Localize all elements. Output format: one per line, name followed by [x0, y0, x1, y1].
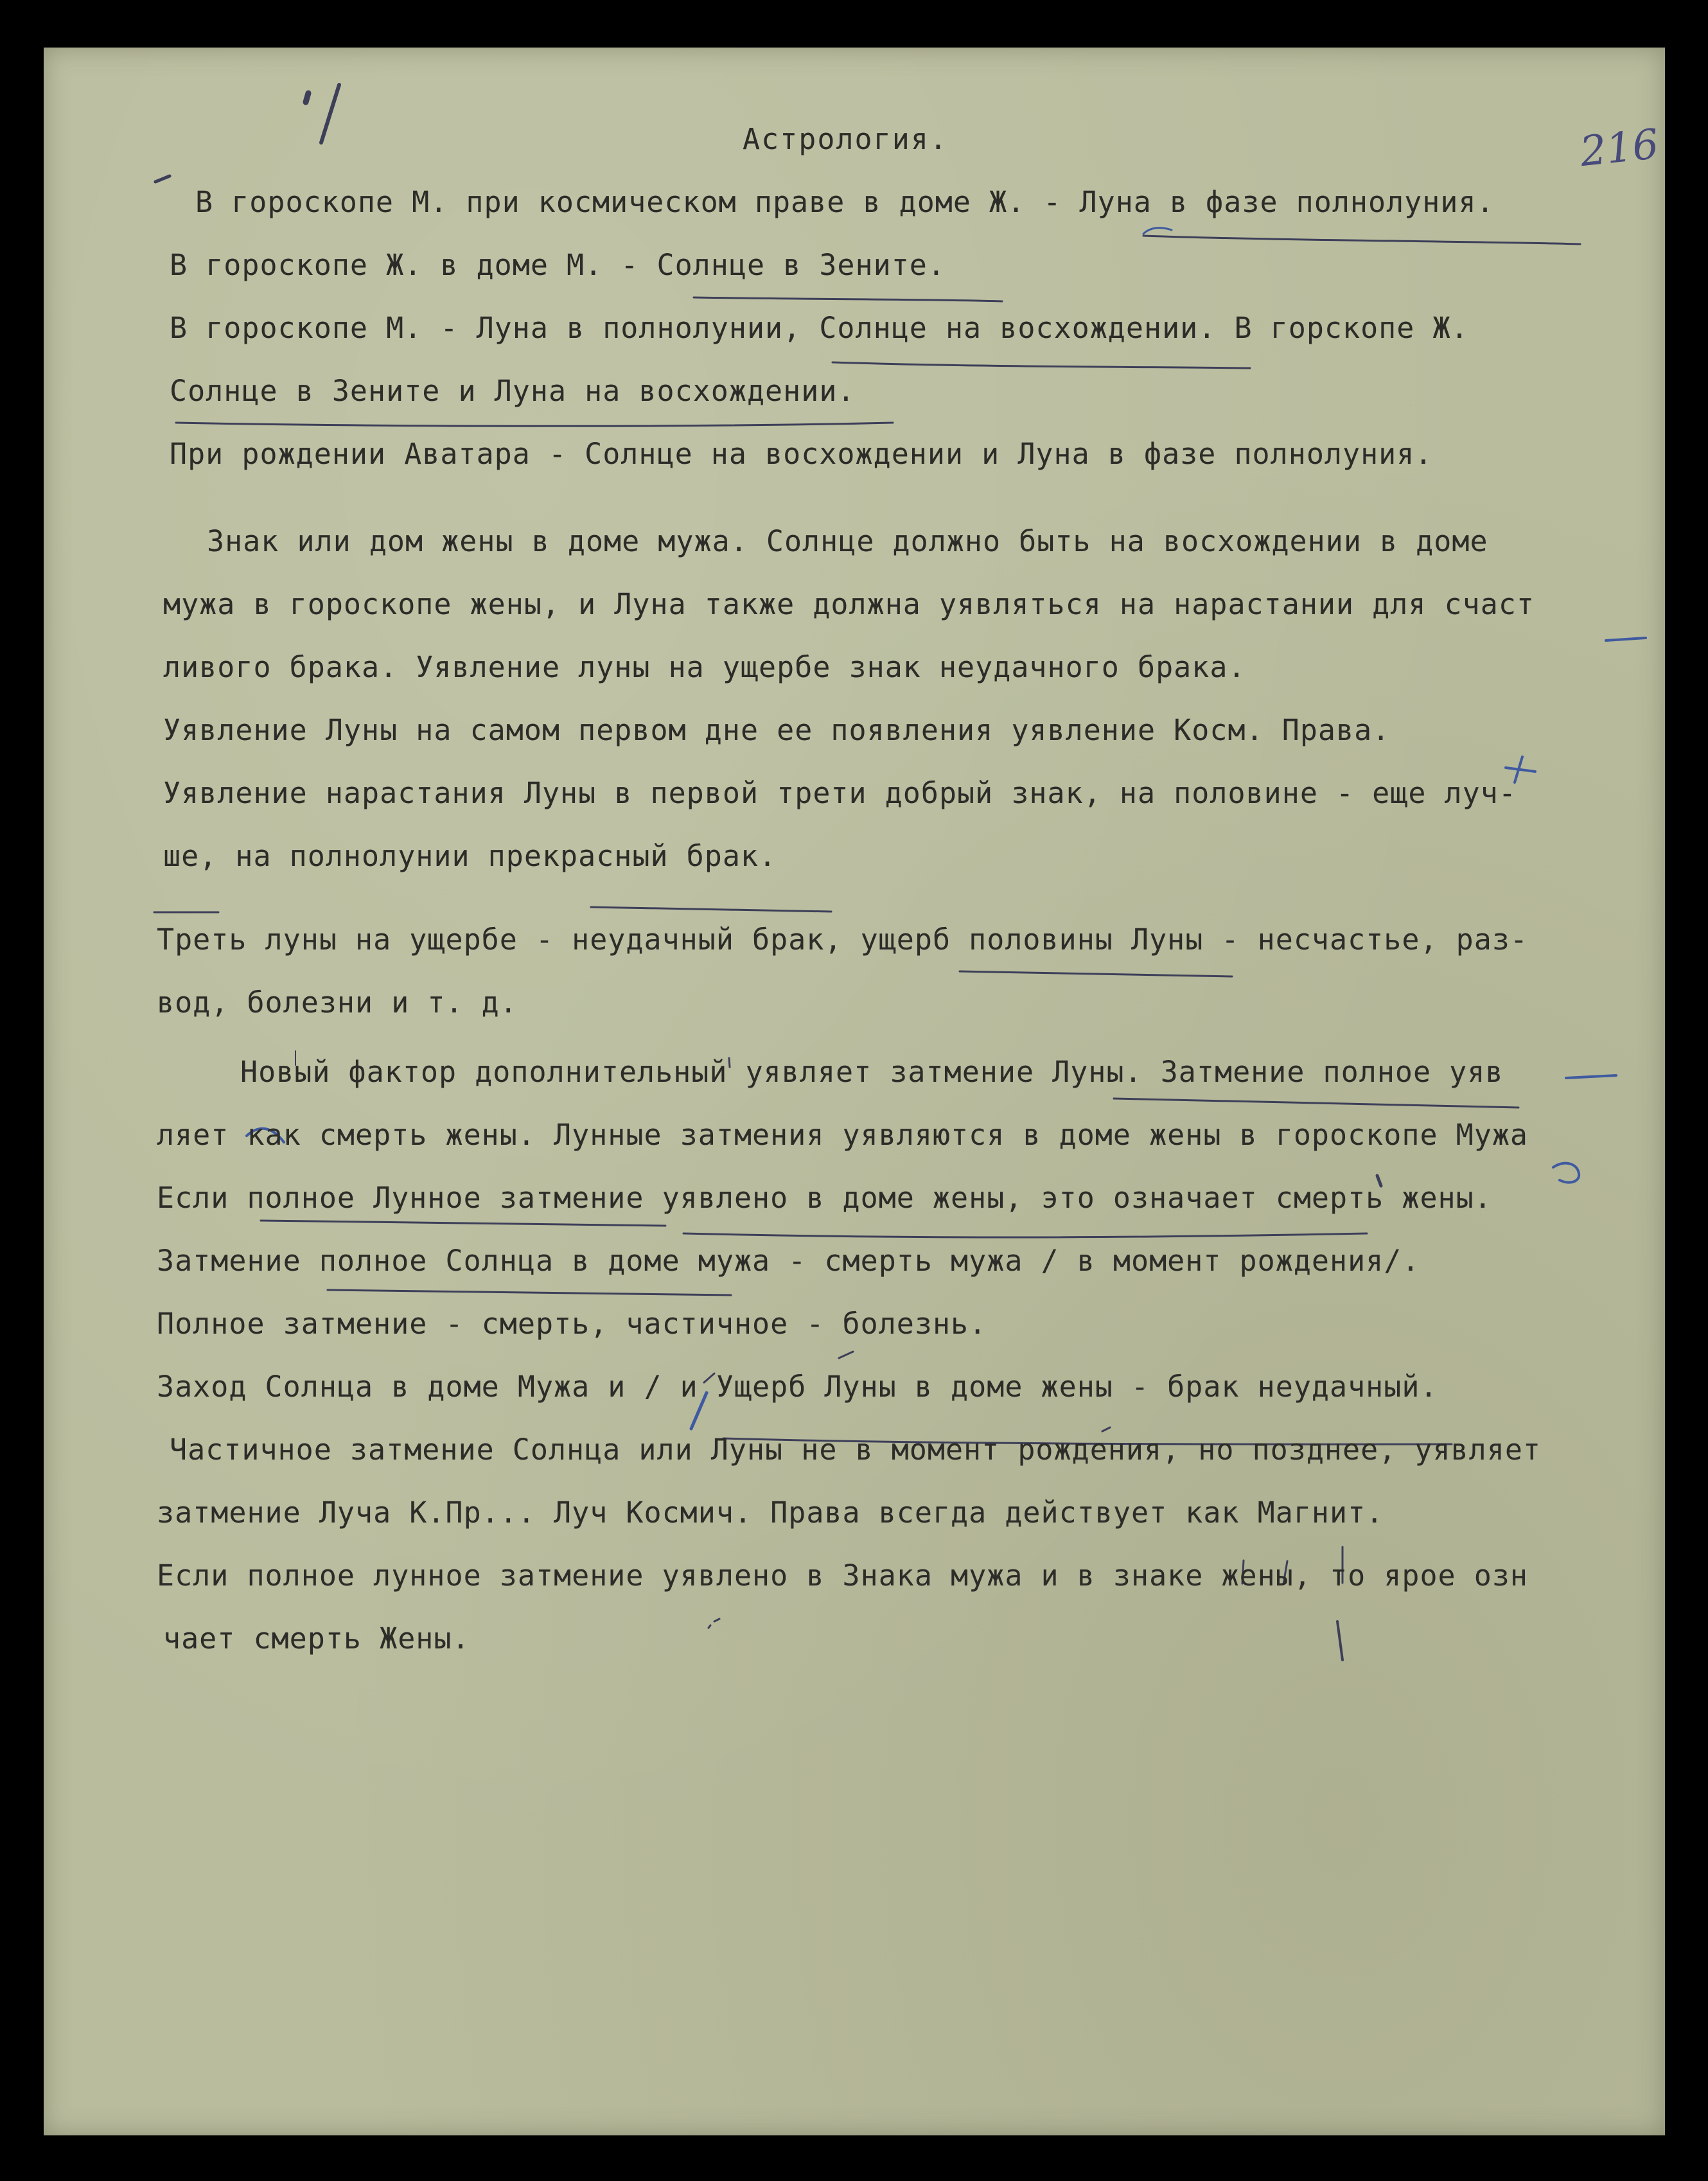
text-line: ше, на полнолунии прекрасный брак. [163, 839, 777, 873]
text-line: Уявление Луны на самом первом дне ее появления уявление Косм. Права. [163, 713, 1391, 747]
text-line: ливого брака. Уявление луны на ущербе знак неудачного брака. [163, 650, 1246, 684]
document-page [44, 48, 1665, 2135]
text-line: Полное затмение - смерть, частичное - болезнь. [157, 1307, 987, 1341]
text-line: мужа в гороскопе жены, и Луна также должна уявляться на нарастании для счаст [163, 587, 1535, 621]
handwritten-marks [44, 48, 1665, 2135]
text-line: ляет как смерть жены. Лунные затмения уявляются в доме жены в гороскопе Мужа [157, 1118, 1529, 1152]
text-line: Уявление нарастания Луны в первой трети добрый знак, на половине - еще луч- [163, 776, 1517, 810]
text-line: затмение Луча К.Пр... Луч Космич. Права всегда действует как Магнит. [157, 1496, 1384, 1530]
text-line: Заход Солнца в доме Мужа и / и Ущерб Луны в доме жены - брак неудачный. [157, 1370, 1438, 1404]
text-line: Если полное Лунное затмение уявлено в доме жены, это означает смерть жены. [157, 1181, 1492, 1215]
text-line: вод, болезни и т. д. [157, 985, 518, 1020]
text-line: Новый фактор дополнительный уявляет затмение Луны. Затмение полное уяв [240, 1055, 1504, 1089]
text-line: Треть луны на ущербе - неудачный брак, ущерб половины Луны - несчастье, раз- [157, 923, 1529, 957]
text-line: Частичное затмение Солнца или Луны не в момент рождения, но позднее, уявляет [170, 1433, 1542, 1467]
text-line: Если полное лунное затмение уявлено в Знака мужа и в знаке жены, то ярое озн [157, 1558, 1529, 1593]
text-line: В гороскопе М. - Луна в полнолунии, Солнце на восхождении. В горскопе Ж. [170, 311, 1469, 345]
text-line: чает смерть Жены. [163, 1621, 470, 1656]
text-line: Знак или дом жены в доме мужа. Солнце должно быть на восхождении в доме [207, 524, 1488, 558]
text-line: Затмение полное Солнца в доме мужа - смерть мужа / в момент рождения/. [157, 1244, 1420, 1278]
folio-number: 216 [1578, 120, 1661, 177]
text-line: В гороскопе Ж. в доме М. - Солнце в Зените. [170, 248, 946, 282]
text-line: При рождении Аватара - Солнце на восхождении и Луна в фазе полнолуния. [170, 437, 1433, 471]
text-line: Солнце в Зените и Луна на восхождении. [170, 374, 856, 408]
text-line: В гороскопе М. при космическом праве в доме Ж. - Луна в фазе полнолуния. [195, 185, 1495, 219]
page-title: Астрология. [743, 122, 949, 156]
